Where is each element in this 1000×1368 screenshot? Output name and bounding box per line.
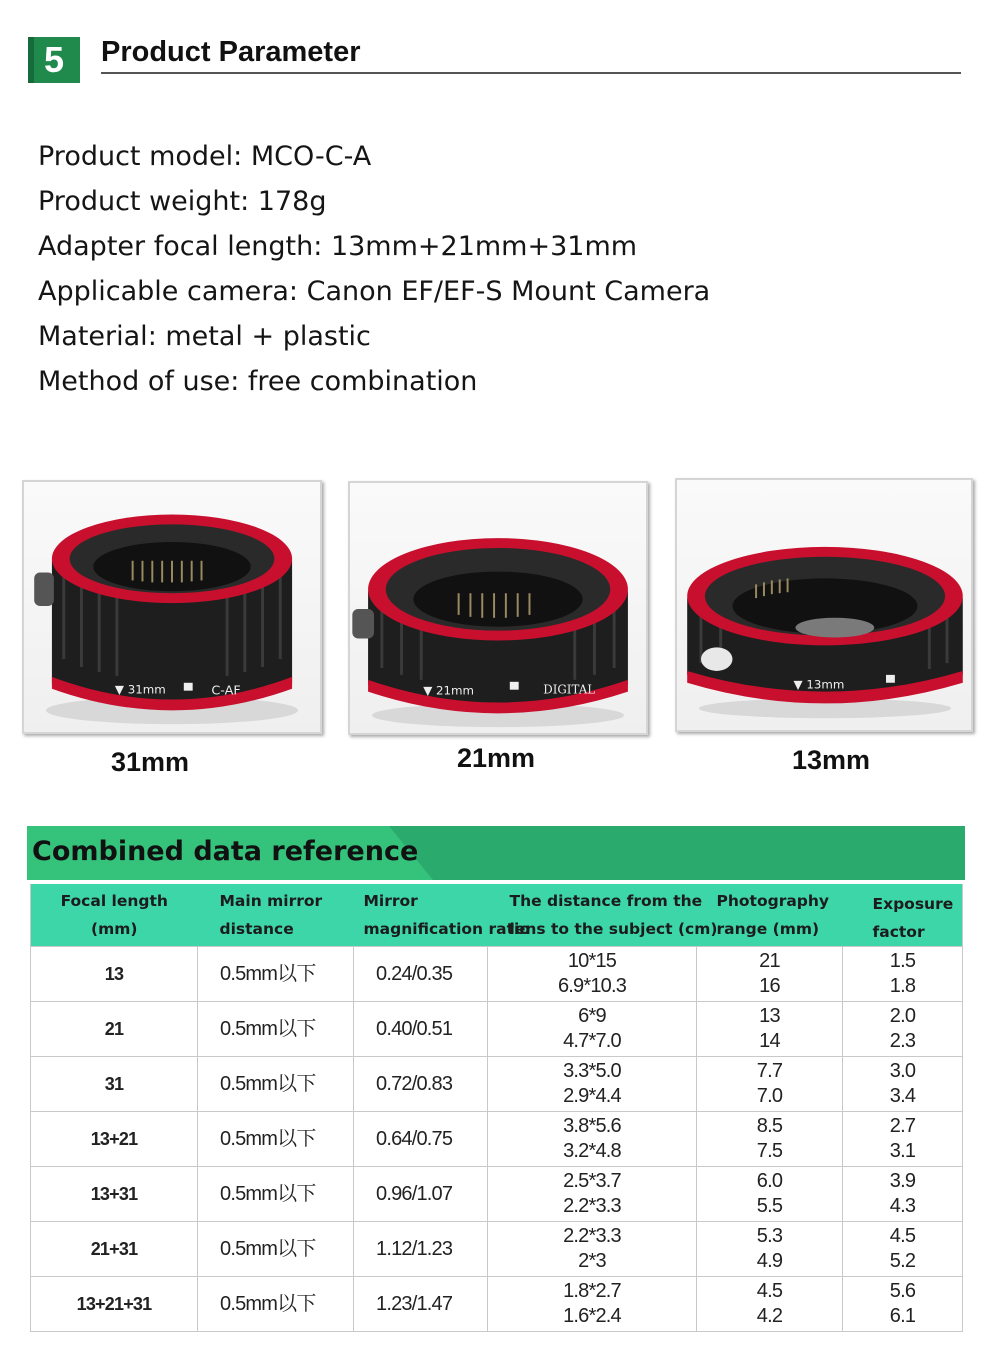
- cell-exposure-factor: 2.0 2.3: [843, 1002, 963, 1057]
- header-exposure-factor: Exposure factor: [843, 884, 963, 947]
- cell-magnification: 0.24/0.35: [354, 947, 488, 1002]
- param-weight: Product weight: 178g: [38, 186, 327, 217]
- cell-exposure-factor: 3.0 3.4: [843, 1057, 963, 1112]
- table-title: Combined data reference: [32, 836, 419, 867]
- table-row: [31, 1002, 963, 1057]
- extension-tube-13mm-image: [677, 480, 971, 730]
- cell-subject-distance: 6*9 4.7*7.0: [488, 1002, 697, 1057]
- cell-mirror-distance: 0.5mm以下: [198, 947, 354, 1002]
- cell-focal-length: 31: [31, 1057, 198, 1112]
- svg-text:▼ 31mm: ▼ 31mm: [114, 682, 166, 697]
- cell-photography-range: 13 14: [697, 1002, 843, 1057]
- svg-text:▼ 13mm: ▼ 13mm: [793, 677, 845, 692]
- cell-mirror-distance: 0.5mm以下: [198, 1002, 354, 1057]
- cell-subject-distance: 2.2*3.3 2*3: [488, 1222, 697, 1277]
- cell-magnification: 1.12/1.23: [354, 1222, 488, 1277]
- photo-label-13mm: 13mm: [792, 745, 871, 775]
- cell-mirror-distance: 0.5mm以下: [198, 1222, 354, 1277]
- param-focal-length: Adapter focal length: 13mm+21mm+31mm: [38, 231, 638, 262]
- table-row: [31, 1057, 963, 1112]
- cell-subject-distance: 1.8*2.7 1.6*2.4: [488, 1277, 697, 1332]
- header-focal-length: Focal length (mm): [31, 884, 198, 947]
- table-row: [31, 1112, 963, 1167]
- section-number: 5: [43, 39, 65, 80]
- cell-exposure-factor: 2.7 3.1: [843, 1112, 963, 1167]
- table-row: [31, 1222, 963, 1277]
- section-divider: [101, 72, 961, 74]
- cell-photography-range: 5.3 4.9: [697, 1222, 843, 1277]
- section-title: Product Parameter: [101, 36, 361, 68]
- header-main-mirror-distance: Main mirror distance: [198, 884, 354, 947]
- cell-photography-range: 21 16: [697, 947, 843, 1002]
- param-material: Material: metal + plastic: [38, 321, 371, 352]
- cell-subject-distance: 3.3*5.0 2.9*4.4: [488, 1057, 697, 1112]
- extension-tube-31mm-image: [24, 482, 320, 732]
- cell-focal-length: 13: [31, 947, 198, 1002]
- cell-focal-length: 13+31: [31, 1167, 198, 1222]
- param-camera: Applicable camera: Canon EF/EF-S Mount Camera: [38, 276, 711, 307]
- cell-mirror-distance: 0.5mm以下: [198, 1057, 354, 1112]
- product-photo-13mm: [675, 478, 973, 732]
- ring-marking-21mm: 21mm: [436, 683, 475, 698]
- cell-photography-range: 4.5 4.2: [697, 1277, 843, 1332]
- table-row: [31, 947, 963, 1002]
- cell-mirror-distance: 0.5mm以下: [198, 1112, 354, 1167]
- cell-focal-length: 13+21+31: [31, 1277, 198, 1332]
- header-photography-range: Photography range (mm): [697, 884, 843, 947]
- product-photo-21mm: [348, 481, 648, 735]
- cell-magnification: 0.72/0.83: [354, 1057, 488, 1112]
- cell-photography-range: 7.7 7.0: [697, 1057, 843, 1112]
- cell-magnification: 0.96/1.07: [354, 1167, 488, 1222]
- cell-subject-distance: 10*15 6.9*10.3: [488, 947, 697, 1002]
- header-subject-distance: The distance from the lens to the subject (cm): [488, 884, 697, 947]
- cell-subject-distance: 2.5*3.7 2.2*3.3: [488, 1167, 697, 1222]
- cell-focal-length: 21: [31, 1002, 198, 1057]
- cell-mirror-distance: 0.5mm以下: [198, 1167, 354, 1222]
- product-parameters: [38, 134, 710, 404]
- cell-magnification: 0.64/0.75: [354, 1112, 488, 1167]
- table-row: [31, 1167, 963, 1222]
- cell-mirror-distance: 0.5mm以下: [198, 1277, 354, 1332]
- combined-data-table: [30, 884, 963, 1332]
- brand-marking-31mm: C-AF: [211, 683, 241, 699]
- svg-text:▼ 21mm: ▼ 21mm: [423, 683, 475, 698]
- cell-exposure-factor: 4.5 5.2: [843, 1222, 963, 1277]
- cell-magnification: 0.40/0.51: [354, 1002, 488, 1057]
- product-photo-31mm: [22, 480, 322, 734]
- cell-photography-range: 6.0 5.5: [697, 1167, 843, 1222]
- cell-focal-length: 21+31: [31, 1222, 198, 1277]
- ring-marking-31mm: 31mm: [127, 682, 166, 697]
- extension-tube-21mm-image: [350, 483, 646, 733]
- cell-exposure-factor: 5.6 6.1: [843, 1277, 963, 1332]
- ring-marking-13mm: 13mm: [806, 677, 845, 692]
- photo-label-31mm: 31mm: [111, 747, 190, 777]
- brand-marking-21mm: DIGITAL: [543, 682, 596, 697]
- cell-exposure-factor: 3.9 4.3: [843, 1167, 963, 1222]
- cell-magnification: 1.23/1.47: [354, 1277, 488, 1332]
- cell-photography-range: 8.5 7.5: [697, 1112, 843, 1167]
- cell-subject-distance: 3.8*5.6 3.2*4.8: [488, 1112, 697, 1167]
- header-magnification-ratio: Mirror magnification ratio: [354, 884, 488, 947]
- photo-label-21mm: 21mm: [457, 743, 536, 773]
- cell-focal-length: 13+21: [31, 1112, 198, 1167]
- section-number-badge: [28, 37, 80, 83]
- param-model: Product model: MCO-C-A: [38, 141, 372, 172]
- table-header-row: [31, 884, 963, 947]
- cell-exposure-factor: 1.5 1.8: [843, 947, 963, 1002]
- param-method: Method of use: free combination: [38, 366, 478, 397]
- table-row: [31, 1277, 963, 1332]
